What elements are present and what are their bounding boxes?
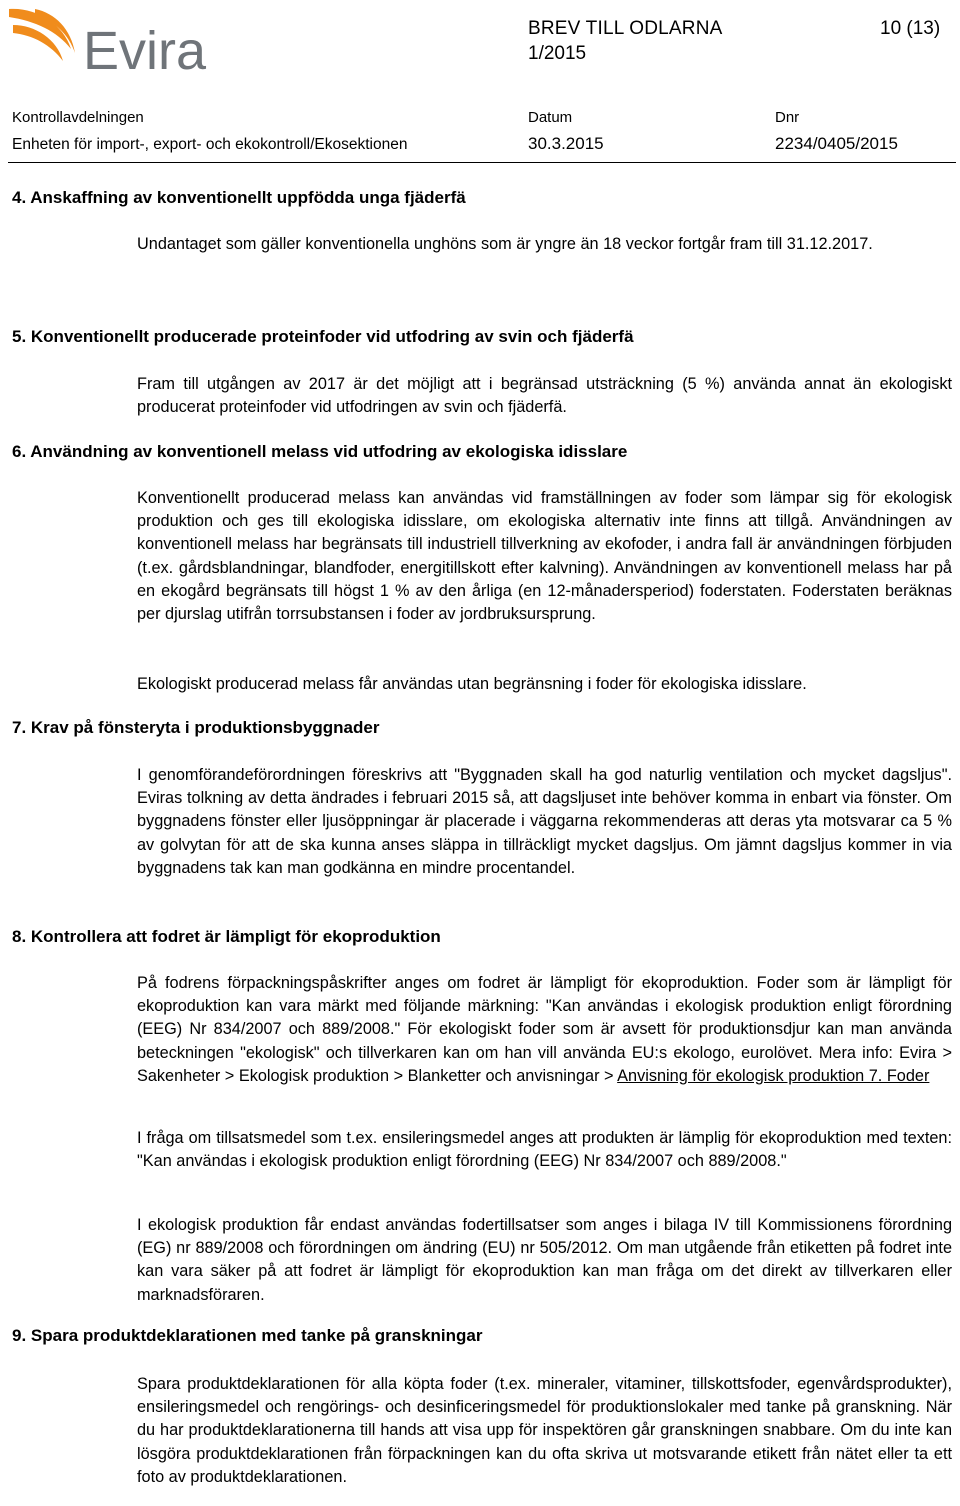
foder-guide-link[interactable]: Anvisning för ekologisk produktion 7. Foder (617, 1066, 930, 1085)
department-value: Enheten för import-, export- och ekokontroll/Ekosektionen (12, 136, 408, 153)
section-8-heading: 8. Kontrollera att fodret är lämpligt för ekoproduktion (12, 927, 441, 946)
section-6-paragraph-1: Konventionellt producerad melass kan användas vid framställningen av foder som lämpar sig för ekologisk produktion och ges till ekologiska idisslare, om ekologiska alternativ inte finns att tillgå. Användningen av konventionell melass har begränsats till industriell tillverkning av ekofoder, i andra fall är användningen förbjuden (t.ex. gårdsblandningar, blandfoder, energitillskott efter kalvning). Användningen av konventionell melass har på en ekogård begränsats till högst 1 % av den årliga (en 12-månadersperiod) foderstaten. Foderstaten beräknas per djurslag utifrån torrsubstansen i foder av jordbruksursprung. (137, 489, 952, 624)
section-9-heading: 9. Spara produktdeklarationen med tanke på granskningar (12, 1326, 483, 1345)
section-9-paragraph: Spara produktdeklarationen för alla köpta foder (t.ex. mineraler, vitaminer, tillskottsfoder, egenvårdsprodukter), ensileringsmedel och rengörings- och desinficeringsmedel för produktionslokaler med tanke på granskning. När du har produktdeklarationerna till hands att visa upp för inspektören går granskningen snabbare. Om du inte kan lösgöra produktdeklarationen från förpackningen kan du ofta skriva ut motsvarande etikett från nätet eller ta ett foto av produktdeklarationen. (137, 1375, 952, 1486)
doc-number: 1/2015 (528, 43, 587, 64)
header-divider (8, 162, 956, 163)
section-8-paragraph-2: I fråga om tillsatsmedel som t.ex. ensileringsmedel anges att produkten är lämplig för ekoproduktion med texten: "Kan användas i ekologisk produktion enligt förordning (EEG) Nr 834/2007 och 889/2008." (137, 1129, 952, 1171)
section-8-paragraph-3: I ekologisk produktion får endast användas fodertillsatser som anges i bilaga IV till Kommissionens förordning (EG) nr 889/2008 och förordningen om ändring (EU) nr 505/2012. Om man utgående från etiketten på fodret inte kan vara säker på att fodret är lämpligt för ekoproduktion kan man fråga om det direkt av tillverkaren eller marknadsföraren. (137, 1216, 952, 1304)
section-4-paragraph: Undantaget som gäller konventionella unghöns som är yngre än 18 veckor fortgår fram till 31.12.2017. (137, 235, 873, 253)
dnr-value: 2234/0405/2015 (775, 134, 898, 153)
section-7-heading: 7. Krav på fönsteryta i produktionsbyggnader (12, 718, 380, 737)
section-7-paragraph: I genomförandeförordningen föreskrivs att "Byggnaden skall ha god naturlig ventilation och mycket dagsljus". Eviras tolkning av detta ändrades i februari 2015 så, att dagsljuset inte behöver komma in enbart via fönster. Om byggnadens fönster eller ljusöppningar är placerade i väggarna rekommenderas att deras yta motsvarar ca 5 % av golvytan för att de ska kunna anses släppa in tillräckligt mycket dagsljus. Om jämnt dagsljus kommer in via byggnadens tak kan man godkänna en mindre procentandel. (137, 766, 952, 877)
doc-type: BREV TILL ODLARNA (528, 18, 723, 39)
dnr-label: Dnr (775, 109, 800, 126)
date-value: 30.3.2015 (528, 134, 604, 153)
section-5-heading: 5. Konventionellt producerade proteinfoder vid utfodring av svin och fjäderfä (12, 327, 634, 346)
section-6-heading: 6. Användning av konventionell melass vid utfodring av ekologiska idisslare (12, 442, 628, 461)
department-label: Kontrollavdelningen (12, 109, 144, 126)
section-6-paragraph-2: Ekologiskt producerad melass får användas utan begränsning i foder för ekologiska idisslare. (137, 675, 807, 693)
logo-text: Evira (83, 21, 207, 75)
section-5-paragraph: Fram till utgången av 2017 är det möjligt att i begränsad utsträckning (5 %) använda annat än ekologiskt producerat proteinfoder vid utfodringen av svin och fjäderfä. (137, 375, 952, 417)
section-8-paragraph-1-text: På fodrens förpackningspåskrifter anges om fodret är lämpligt för ekoproduktion. Foder som är lämpligt för ekoproduktion kan vara märkt med följande märkning: "Kan användas i ekologisk produktion enligt förordning (EEG) Nr 834/2007 och 889/2008." För ekologiskt foder som är avsett för produktionsdjur kan man använda beteckningen "ekologisk" och tillverkaren kan om han vill använda EU:s ekologo, eurolövet. Mera info: Evira > Sakenheter > Ekologisk produktion > Blanketter och anvisningar > (137, 974, 952, 1085)
logo-mark-icon (9, 9, 75, 61)
section-8-paragraph-1 (137, 972, 952, 1088)
page-number: 10 (13) (880, 18, 941, 39)
evira-logo (5, 3, 245, 75)
date-label: Datum (528, 109, 573, 126)
section-4-heading: 4. Anskaffning av konventionellt uppfödda unga fjäderfä (12, 188, 466, 207)
